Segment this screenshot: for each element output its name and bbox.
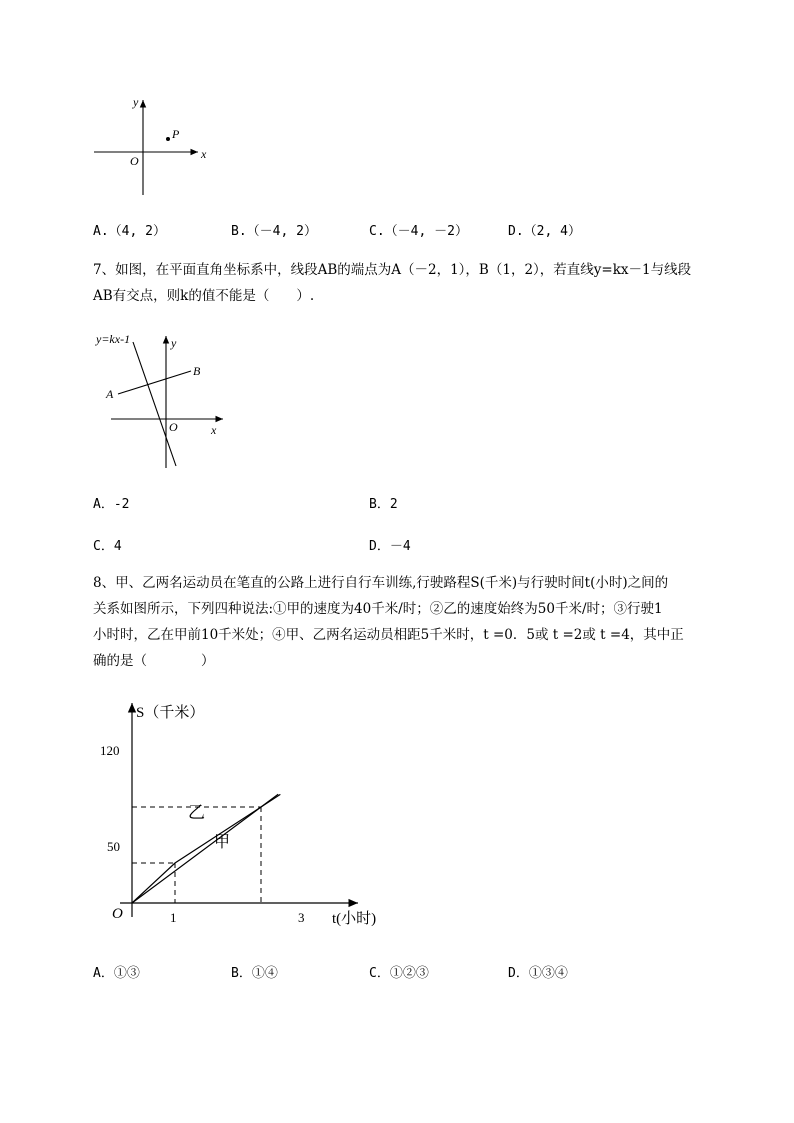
q7-x-label: x	[211, 423, 217, 437]
q8-text-line-1: 8、甲、乙两名运动员在笔直的公路上进行自行车训练,行驶路程S(千米)与行驶时间t(小时)之间的	[93, 575, 669, 591]
q7-coordinate-figure	[93, 328, 233, 473]
q7-y-label: y	[171, 336, 177, 350]
q7-option-c[interactable]: C．4	[93, 539, 122, 554]
q8-option-d[interactable]: D．①③④	[508, 966, 568, 981]
q8-y-tick-50: 50	[107, 839, 120, 854]
q7-option-d[interactable]: D．－4	[369, 539, 411, 554]
q6-point-p	[166, 137, 170, 141]
q6-option-c[interactable]: C.（－4, －2）	[369, 224, 468, 239]
q7-option-a[interactable]: A．-2	[93, 497, 130, 512]
q8-x-tick-1: 1	[170, 910, 177, 925]
q7-option-b[interactable]: B．2	[369, 497, 398, 512]
q8-option-b[interactable]: B．①④	[231, 966, 278, 981]
q7-line-y-kx-1	[133, 342, 176, 466]
q8-series-jia-label: 甲	[214, 834, 231, 851]
q8-text-line-2: 关系如图所示，下列四种说法:①甲的速度为40千米/时；②乙的速度始终为50千米/时；③行驶1	[93, 601, 663, 617]
q6-p-label: P	[172, 127, 180, 141]
q7-line-label: y=kx-1	[96, 332, 131, 346]
q6-option-a[interactable]: A.（4, 2）	[93, 224, 166, 239]
q8-text-line-3: 小时时，乙在甲前10千米处；④甲、乙两名运动员相距5千米时，t =0．5或 t =2或 t =4，其中正	[93, 627, 684, 643]
q8-y-axis-label: S（千米）	[136, 705, 205, 721]
q7-b-label: B	[193, 364, 201, 378]
q8-chart	[90, 695, 410, 935]
q6-coordinate-figure	[88, 92, 218, 202]
q7-text-line-1: 7、如图，在平面直角坐标系中，线段AB的端点为A（－2，1），B（1，2），若直线y=kx－1与线段	[93, 262, 692, 278]
q7-origin-label: O	[169, 420, 178, 434]
q6-x-label: x	[201, 147, 207, 161]
q8-question-text	[93, 570, 713, 674]
q8-option-c[interactable]: C．①②③	[369, 966, 429, 981]
q6-y-label: y	[133, 95, 139, 109]
q8-text-line-4: 确的是（ ）	[93, 653, 215, 669]
q8-y-tick-120: 120	[100, 743, 120, 758]
q7-segment-ab	[118, 371, 191, 394]
q7-question-text	[93, 257, 713, 309]
q6-option-d[interactable]: D.（2, 4）	[508, 224, 581, 239]
q8-x-tick-3: 3	[298, 910, 305, 925]
q7-text-line-2: AB有交点，则k的值不能是（ ）.	[93, 288, 315, 304]
q8-series-yi-label: 乙	[188, 803, 205, 822]
q8-x-axis-label: t(小时)	[332, 911, 377, 927]
q8-origin-label: O	[112, 906, 123, 922]
q8-option-a[interactable]: A．①③	[93, 966, 140, 981]
q6-option-b[interactable]: B.（－4, 2）	[231, 224, 317, 239]
q6-origin-label: O	[130, 154, 139, 168]
q7-a-label: A	[106, 387, 114, 401]
